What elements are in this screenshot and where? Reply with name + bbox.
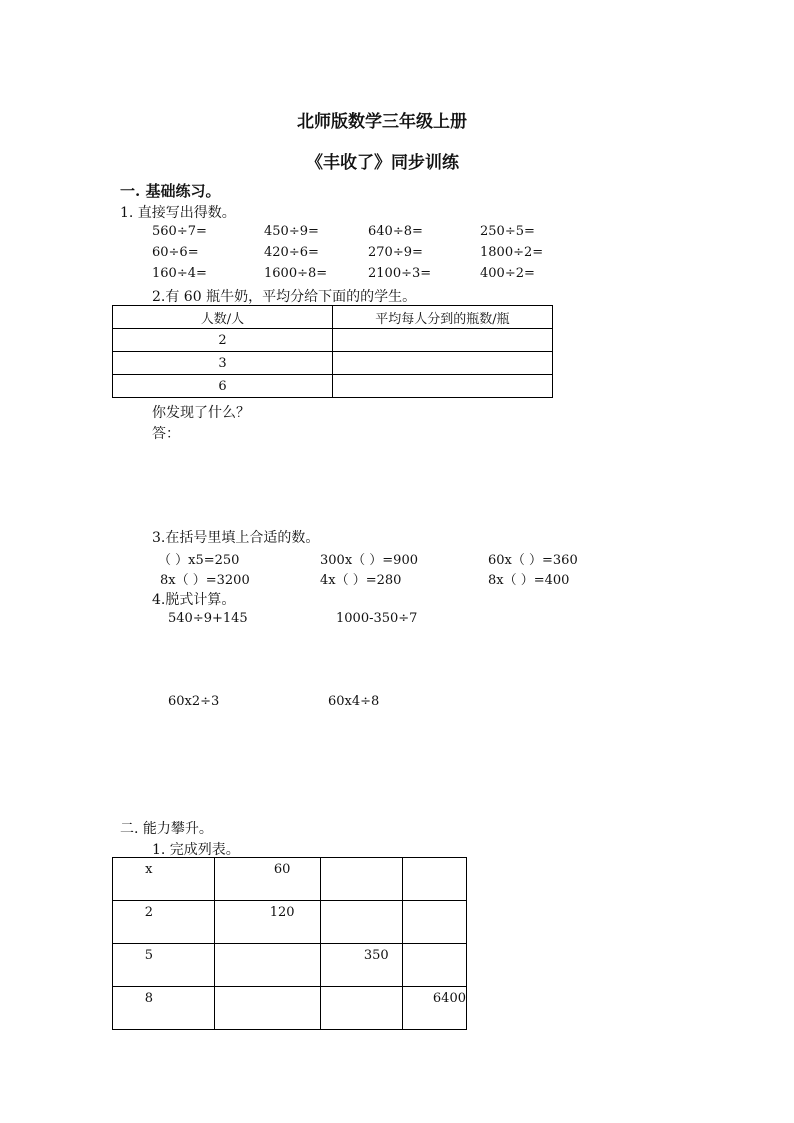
question-3-label: 3.在括号里填上合适的数。 <box>152 530 320 546</box>
q3-item: 300x（ ）=900 <box>320 553 418 568</box>
table-cell: 5 <box>113 944 215 987</box>
table-cell: 350 <box>320 944 402 987</box>
table-cell: 8 <box>113 987 215 1030</box>
q1-item: 60÷6= <box>152 245 199 260</box>
q1-item: 640÷8= <box>368 224 423 239</box>
table-cell <box>402 944 466 987</box>
q1-item: 1800÷2= <box>480 245 544 260</box>
q1-item: 1600÷8= <box>264 266 328 281</box>
section-2-heading: 二. 能力攀升。 <box>120 821 213 837</box>
table-cell: 6 <box>113 375 333 398</box>
q4-item: 540÷9+145 <box>168 611 248 626</box>
q1-item: 450÷9= <box>264 224 319 239</box>
table-row <box>113 352 553 375</box>
q1-item: 400÷2= <box>480 266 535 281</box>
table-cell: x <box>113 858 215 901</box>
question-2-answer-label: 答： <box>152 426 180 442</box>
section-1-heading: 一. 基础练习。 <box>120 182 221 200</box>
q4-item: 1000-350÷7 <box>336 611 418 626</box>
page-subtitle: 《丰收了》同步训练 <box>306 153 459 173</box>
table-header-cell: 人数/人 <box>113 306 333 329</box>
table-cell <box>402 901 466 944</box>
q1-item: 560÷7= <box>152 224 207 239</box>
q4-item: 60x2÷3 <box>168 694 220 709</box>
q3-item: 8x（ ）=3200 <box>160 573 250 588</box>
table-cell <box>214 987 320 1030</box>
table-row <box>113 858 467 901</box>
q3-item: 8x（ ）=400 <box>488 573 570 588</box>
q1-item: 420÷6= <box>264 245 319 260</box>
question-2-label: 2.有 60 瓶牛奶，平均分给下面的的学生。 <box>152 289 417 305</box>
question-2-prompt: 你发现了什么？ <box>152 405 250 421</box>
table-cell: 3 <box>113 352 333 375</box>
table-cell: 6400 <box>402 987 466 1030</box>
q1-item: 160÷4= <box>152 266 207 281</box>
bottle-distribution-table <box>112 305 553 398</box>
q3-item: 4x（ ）=280 <box>320 573 402 588</box>
table-row <box>113 901 467 944</box>
table-cell <box>333 352 553 375</box>
section-2-question-1-label: 1. 完成列表。 <box>152 842 240 858</box>
table-row <box>113 375 553 398</box>
q1-item: 270÷9= <box>368 245 423 260</box>
table-cell: 120 <box>214 901 320 944</box>
table-row <box>113 987 467 1030</box>
q4-item: 60x4÷8 <box>328 694 380 709</box>
page-title: 北师版数学三年级上册 <box>297 112 467 132</box>
table-cell: 60 <box>214 858 320 901</box>
table-header-cell: 平均每人分到的瓶数/瓶 <box>333 306 553 329</box>
question-1-label: 1. 直接写出得数。 <box>120 205 236 221</box>
q3-item: （ ）x5=250 <box>158 553 240 568</box>
multiplication-table <box>112 857 467 1030</box>
q1-item: 2100÷3= <box>368 266 432 281</box>
table-cell: 2 <box>113 329 333 352</box>
table-row <box>113 329 553 352</box>
table-header-row <box>113 306 553 329</box>
table-cell <box>320 901 402 944</box>
table-cell: 2 <box>113 901 215 944</box>
table-cell <box>320 858 402 901</box>
table-cell <box>333 329 553 352</box>
table-cell <box>214 944 320 987</box>
table-cell <box>333 375 553 398</box>
q3-item: 60x（ ）=360 <box>488 553 578 568</box>
table-cell <box>320 987 402 1030</box>
table-row <box>113 944 467 987</box>
table-cell <box>402 858 466 901</box>
q1-item: 250÷5= <box>480 224 535 239</box>
question-4-label: 4.脱式计算。 <box>152 592 236 608</box>
